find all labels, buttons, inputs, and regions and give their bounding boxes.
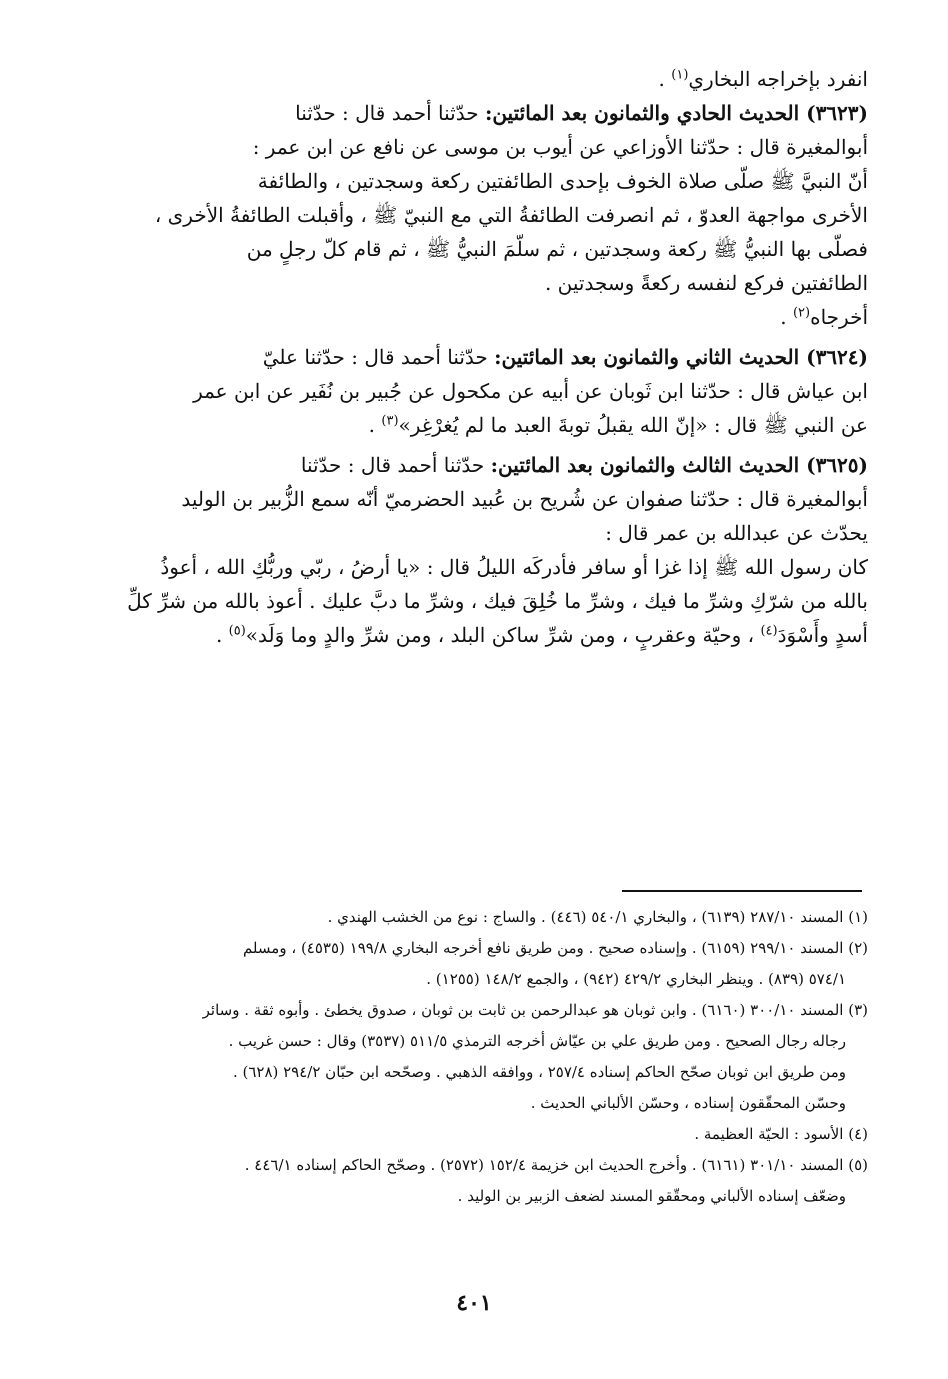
footnote-3-cont-3: وحسّن المحقّقون إسناده ، وحسّن الألباني الحديث . — [530, 1094, 846, 1112]
intro-line: انفرد بإخراجه البخاري$^{(١)}$ . — [658, 67, 868, 91]
hadith-3625-isnad-1: أبوالمغيرة قال : حدّثنا صفوان عن شُريح بن عُبيد الحضرميّ أنّه سمع الزُّبير بن الوليد — [181, 487, 868, 511]
footnote-ref-3[interactable]: (٣) — [381, 413, 399, 429]
hadith-3623 — [98, 96, 868, 334]
page-number: ٤٠١ — [456, 1290, 492, 1316]
hadith-3623-isnad: أبوالمغيرة قال : حدّثنا الأوزاعي عن أيوب بن موسى عن نافع عن ابن عمر : — [252, 135, 868, 159]
hadith-3625-isnad-2: يحدّث عن عبدالله بن عمر قال : — [605, 521, 868, 545]
hadith-3625 — [98, 448, 868, 652]
footnote-3-cont-1: رجاله رجال الصحيح . ومن طريق علي بن عيّاش أخرجه الترمذي ٥١١/٥ (٣٥٣٧) وقال : حسن غريب . — [228, 1032, 846, 1050]
hadith-3624-header: (٣٦٢٤) الحديث الثاني والثمانون بعد المائتين: حدّثنا أحمد قال : حدّثنا عليّ — [262, 345, 868, 369]
footnote-ref-4[interactable]: (٤) — [760, 623, 778, 639]
hadith-3625-title: (٣٦٢٥) الحديث الثالث والثمانون بعد المائتين: — [490, 453, 868, 477]
footnote-divider — [622, 890, 862, 892]
footnote-3-cont-2: ومن طريق ابن ثوبان صحّح الحاكم إسناده ٢٥٧/٤ ، ووافقه الذهبي . وصحّحه ابن حبّان ٢٩٤/٢ (٦٢٨) . — [232, 1063, 846, 1081]
hadith-3623-takhrij: أخرجاه$^{(٢)}$ . — [780, 305, 868, 329]
footnote-ref-2[interactable]: (٢) — [792, 305, 811, 321]
footnote-5-cont: وضعّف إسناده الألباني ومحقّقو المسند لضعف الزبير بن الوليد . — [457, 1187, 846, 1205]
footnote-1: (١) المسند ٢٨٧/١٠ (٦١٣٩) ، والبخاري ٥٤٠/١ (٤٤٦) . والساج : نوع من الخشب الهندي . — [327, 908, 868, 926]
footnotes — [98, 902, 868, 1212]
footnote-ref-1[interactable]: (١) — [671, 67, 689, 83]
hadith-3623-title: (٣٦٢٣) الحديث الحادي والثمانون بعد المائتين: — [484, 101, 868, 125]
main-text — [98, 62, 868, 658]
footnote-4: (٤) الأسود : الحيّة العظيمة . — [694, 1125, 868, 1143]
hadith-3624-text: عن النبي ﷺ قال : «إنّ الله يقبلُ توبةَ العبد ما لم يُغرْغِر»$^{(٣)}$ . — [368, 413, 868, 437]
hadith-3625-text-2: بالله من شرّكِ وشرِّ ما فيك ، وشرِّ ما خُلِقَ فيك ، وشرِّ ما دبَّ عليك . أعوذ بالله من شرِّ كلِّ — [127, 589, 868, 613]
footnote-5: (٥) المسند ٣٠١/١٠ (٦١٦١) . وأخرج الحديث ابن خزيمة ١٥٢/٤ (٢٥٧٢) . وصحّح الحاكم إسناده ٤٤٦/١ . — [244, 1156, 868, 1174]
hadith-3623-text-2: الأخرى مواجهة العدوّ ، ثم انصرفت الطائفةُ التي مع النبيّ ﷺ ، وأقبلت الطائفةُ الأخرى ، — [154, 203, 868, 227]
hadith-3623-header: (٣٦٢٣) الحديث الحادي والثمانون بعد المائتين: حدّثنا أحمد قال : حدّثنا — [295, 101, 868, 125]
hadith-3624 — [98, 340, 868, 442]
hadith-3625-text-3: أسدٍ وأَسْوَدَ$^{(٤)}$ ، وحيّة وعقربٍ ، ومن شرِّ ساكن البلد ، ومن شرِّ والدٍ وما وَلَد»$^{(٥)}$ . — [215, 623, 868, 647]
footnote-ref-5[interactable]: (٥) — [228, 623, 246, 639]
footnote-3: (٣) المسند ٣٠٠/١٠ (٦١٦٠) . وابن ثوبان هو عبدالرحمن بن ثابت بن ثوبان ، صدوق يخطئ . وأبوه ثقة . وسائر — [202, 1001, 868, 1019]
hadith-3623-text-1: أنّ النبيَّ ﷺ صلّى صلاة الخوف بإحدى الطائفتين ركعة وسجدتين ، والطائفة — [257, 169, 868, 193]
hadith-3625-header: (٣٦٢٥) الحديث الثالث والثمانون بعد المائتين: حدّثنا أحمد قال : حدّثنا — [300, 453, 868, 477]
hadith-3623-text-4: الطائفتين فركع لنفسه ركعةً وسجدتين . — [544, 271, 868, 295]
footnote-2: (٢) المسند ٢٩٩/١٠ (٦١٥٩) . وإسناده صحيح . ومن طريق نافع أخرجه البخاري ١٩٩/٨ (٤٥٣٥) ، ومسلم — [242, 939, 868, 957]
hadith-3624-isnad: ابن عياش قال : حدّثنا ابن ثَوبان عن أبيه عن مكحول عن جُبير بن نُفَير عن ابن عمر — [193, 379, 868, 403]
hadith-3624-title: (٣٦٢٤) الحديث الثاني والثمانون بعد المائتين: — [494, 345, 868, 369]
hadith-3623-text-3: فصلّى بها النبيُّ ﷺ ركعة وسجدتين ، ثم سلّمَ النبيُّ ﷺ ، ثم قام كلّ رجلٍ من — [246, 237, 868, 261]
hadith-3625-text-1: كان رسول الله ﷺ إذا غزا أو سافر فأدركَه الليلُ قال : «يا أرضُ ، ربّي وربُّكِ الله ، أعوذُ — [160, 555, 868, 579]
footnote-2-cont: ٥٧٤/١ (٨٣٩) . وينظر البخاري ٤٢٩/٢ (٩٤٢) ، والجمع ١٤٨/٢ (١٢٥٥) . — [426, 970, 846, 988]
